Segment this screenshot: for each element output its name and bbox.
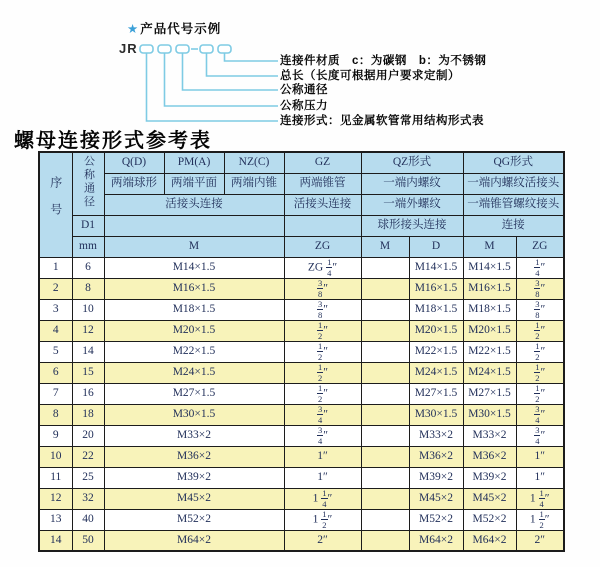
header-row-4: [39, 215, 564, 236]
table-row: [39, 320, 564, 341]
header-qz-desc1: 一端内螺纹: [361, 173, 463, 194]
header-d1: D1: [72, 215, 104, 236]
fraction: $\frac{3}{8}$: [317, 299, 323, 320]
table-cell: [361, 488, 409, 509]
table-cell: M30×1.5: [463, 404, 516, 425]
fraction: $\frac{1}{4}$: [322, 488, 327, 509]
table-cell: $\frac{3}{4}$ ″: [284, 425, 361, 446]
table-cell: M36×2: [104, 446, 284, 467]
table-cell: M22×1.5: [409, 341, 463, 362]
table-cell: M33×2: [463, 425, 516, 446]
table-cell: 1″: [284, 446, 361, 467]
table-row: [39, 362, 564, 383]
table-cell: M24×1.5: [409, 362, 463, 383]
table-cell: $\frac{3}{8}$ ″: [284, 278, 361, 299]
table-cell: M45×2: [409, 488, 463, 509]
connector-line: [225, 53, 279, 61]
table-cell: $\frac{3}{4}$ ″: [284, 404, 361, 425]
product-code-prefix: JR: [119, 41, 138, 56]
fraction: $\frac{1}{2}$: [317, 320, 323, 341]
fraction: $\frac{3}{8}$: [535, 278, 540, 299]
header-nominal-diameter: [72, 152, 104, 215]
table-cell: 1″: [284, 467, 361, 488]
header-qz-desc2: 一端外螺纹: [361, 194, 463, 215]
table-cell: 6: [72, 257, 104, 278]
table-cell: 22: [72, 446, 104, 467]
table-cell: M16×1.5: [463, 278, 516, 299]
table-cell: M39×2: [409, 467, 463, 488]
table-cell: $\frac{1}{2}$ ″: [516, 362, 564, 383]
table-cell: M24×1.5: [463, 362, 516, 383]
table-cell: [361, 320, 409, 341]
table-cell: M14×1.5: [463, 257, 516, 278]
table-cell: 10: [39, 446, 72, 467]
table-cell: 8: [72, 278, 104, 299]
table-cell: M20×1.5: [463, 320, 516, 341]
table-row: [39, 404, 564, 425]
table-row: [39, 299, 564, 320]
fraction: $\frac{3}{4}$: [317, 425, 323, 446]
table-cell: 14: [39, 530, 72, 551]
table-cell: 5: [39, 341, 72, 362]
table-cell: 12: [72, 320, 104, 341]
fraction: $\frac{1}{4}$: [535, 257, 540, 278]
fraction: $\frac{1}{4}$: [327, 257, 332, 278]
header-nominal-diameter-label: 公称通径: [82, 154, 95, 209]
table-row: [39, 509, 564, 530]
code-label-length: 总长（长度可根据用户要求定制）: [280, 70, 460, 82]
fraction: $\frac{3}{4}$: [535, 404, 540, 425]
header-mm: mm: [72, 236, 104, 257]
table-cell: M39×2: [104, 467, 284, 488]
table-cell: 15: [72, 362, 104, 383]
table-cell: M18×1.5: [463, 299, 516, 320]
table-row: [39, 446, 564, 467]
table-title: 螺母连接形式参考表: [14, 130, 212, 152]
table-cell: [361, 446, 409, 467]
table-cell: 7: [39, 383, 72, 404]
table-cell: M36×2: [409, 446, 463, 467]
header-qg-connection: 连接: [463, 215, 564, 236]
header-union-connection: 活接头连接: [104, 194, 284, 215]
table-cell: M52×2: [104, 509, 284, 530]
table-cell: ZG $\frac{1}{4}$ ″: [284, 257, 361, 278]
table-cell: 1 $\frac{1}{2}$ ″: [284, 509, 361, 530]
header-qg-m: M: [463, 236, 516, 257]
header-qg-desc1: 一端内螺纹活接头: [463, 173, 564, 194]
table-cell: M45×2: [104, 488, 284, 509]
code-label-connection-type: 连接形式：见金属软管常用结构形式表: [280, 115, 484, 127]
table-cell: 25: [72, 467, 104, 488]
table-cell: $\frac{1}{2}$ ″: [516, 341, 564, 362]
table-cell: $\frac{3}{8}$ ″: [516, 299, 564, 320]
header-qz-form: QZ形式: [361, 152, 463, 173]
table-cell: M52×2: [409, 509, 463, 530]
table-cell: [361, 530, 409, 551]
table-cell: $\frac{1}{4}$ ″: [516, 257, 564, 278]
table-cell: 20: [72, 425, 104, 446]
table-row: [39, 278, 564, 299]
header-qg-zg: ZG: [516, 236, 564, 257]
table-cell: [361, 362, 409, 383]
table-cell: $\frac{3}{8}$ ″: [284, 299, 361, 320]
table-row: [39, 341, 564, 362]
fraction: $\frac{1}{2}$: [539, 509, 544, 530]
table-cell: M18×1.5: [409, 299, 463, 320]
header-seq-label: 序号: [48, 175, 63, 230]
table-cell: 40: [72, 509, 104, 530]
table-cell: 2″: [516, 530, 564, 551]
table-cell: M18×1.5: [104, 299, 284, 320]
code-label-diameter: 公称通径: [280, 84, 328, 96]
header-m: M: [104, 236, 284, 257]
header-q-desc: 两端球形: [104, 173, 164, 194]
code-box-icon: [158, 45, 171, 53]
header-blank: [104, 215, 284, 236]
code-box-icon: [218, 45, 231, 53]
table-cell: 1: [39, 257, 72, 278]
header-zg: ZG: [284, 236, 361, 257]
table-cell: $\frac{3}{8}$ ″: [516, 278, 564, 299]
code-box-icon: [200, 45, 213, 53]
table-cell: [361, 509, 409, 530]
table-cell: $\frac{1}{2}$ ″: [516, 383, 564, 404]
header-gz-desc: 两端锥管: [284, 173, 361, 194]
table-body: [39, 257, 564, 551]
connector-line: [147, 53, 279, 121]
table-row: [39, 467, 564, 488]
header-pm-desc: 两端平面: [164, 173, 224, 194]
header-qz-d: D: [409, 236, 463, 257]
table-cell: M27×1.5: [104, 383, 284, 404]
reference-table: [38, 151, 565, 552]
header-row-2: [39, 173, 564, 194]
fraction: $\frac{1}{4}$: [539, 488, 544, 509]
code-connector-diagram: [110, 35, 290, 130]
code-box-icon: [140, 45, 153, 53]
table-cell: M52×2: [463, 509, 516, 530]
code-box-icon: [176, 45, 189, 53]
table-cell: [361, 341, 409, 362]
table-row: [39, 488, 564, 509]
fraction: $\frac{1}{2}$: [535, 383, 540, 404]
connector-line: [183, 53, 279, 90]
table-cell: [361, 404, 409, 425]
fraction: $\frac{3}{4}$: [535, 425, 540, 446]
table-cell: 1 $\frac{1}{2}$ ″: [516, 509, 564, 530]
table-cell: 50: [72, 530, 104, 551]
fraction: $\frac{1}{2}$: [535, 362, 540, 383]
header-gz-connection: 活接头连接: [284, 194, 361, 215]
table-cell: M30×1.5: [409, 404, 463, 425]
table-cell: 1 $\frac{1}{4}$ ″: [516, 488, 564, 509]
table-cell: $\frac{1}{2}$ ″: [284, 341, 361, 362]
header-nz-desc: 两端内锥: [224, 173, 284, 194]
table-cell: M36×2: [463, 446, 516, 467]
table-cell: 6: [39, 362, 72, 383]
table-cell: M64×2: [104, 530, 284, 551]
table-cell: $\frac{1}{2}$ ″: [516, 320, 564, 341]
table-cell: M14×1.5: [409, 257, 463, 278]
table-cell: M45×2: [463, 488, 516, 509]
table-cell: M20×1.5: [409, 320, 463, 341]
table-cell: 18: [72, 404, 104, 425]
header-blank: [284, 215, 361, 236]
table-cell: 2: [39, 278, 72, 299]
table-cell: [361, 383, 409, 404]
table-cell: $\frac{1}{2}$ ″: [284, 320, 361, 341]
header-gz: GZ: [284, 152, 361, 173]
table-cell: 13: [39, 509, 72, 530]
header-qg-form: QG形式: [463, 152, 564, 173]
table-cell: M27×1.5: [409, 383, 463, 404]
table-cell: M14×1.5: [104, 257, 284, 278]
header-row-5: [39, 236, 564, 257]
table-cell: 2″: [284, 530, 361, 551]
table-cell: 4: [39, 320, 72, 341]
fraction: $\frac{1}{2}$: [317, 341, 323, 362]
table-cell: 16: [72, 383, 104, 404]
table-cell: [361, 299, 409, 320]
table-row: [39, 257, 564, 278]
table-cell: M39×2: [463, 467, 516, 488]
fraction: $\frac{3}{4}$: [317, 404, 323, 425]
header-qz-m: M: [361, 236, 409, 257]
table-cell: M16×1.5: [104, 278, 284, 299]
fraction: $\frac{1}{2}$: [317, 362, 323, 383]
fraction: $\frac{3}{8}$: [317, 278, 323, 299]
table-cell: M22×1.5: [104, 341, 284, 362]
table-cell: 9: [39, 425, 72, 446]
table-cell: 12: [39, 488, 72, 509]
header-qg-desc2: 一端锥管螺纹接头: [463, 194, 564, 215]
header-pm: PM(A): [164, 152, 224, 173]
header-seq: [39, 152, 72, 257]
fraction: $\frac{1}{2}$: [317, 383, 323, 404]
table-cell: M22×1.5: [463, 341, 516, 362]
star-icon: ★: [127, 22, 140, 36]
table-row: [39, 383, 564, 404]
table-cell: $\frac{3}{4}$ ″: [516, 425, 564, 446]
code-label-pressure: 公称压力: [280, 100, 328, 112]
table-cell: 1″: [516, 467, 564, 488]
fraction: $\frac{1}{2}$: [535, 341, 540, 362]
table-cell: $\frac{3}{4}$ ″: [516, 404, 564, 425]
table-cell: M27×1.5: [463, 383, 516, 404]
table-row: [39, 530, 564, 551]
table-cell: [361, 278, 409, 299]
table-cell: 11: [39, 467, 72, 488]
header-q: Q(D): [104, 152, 164, 173]
table-cell: M33×2: [104, 425, 284, 446]
fraction: $\frac{3}{8}$: [535, 299, 540, 320]
table-cell: M64×2: [463, 530, 516, 551]
table-cell: M20×1.5: [104, 320, 284, 341]
header-qz-connection: 球形接头连接: [361, 215, 463, 236]
code-label-material: 连接件材质 c：为碳钢 b：为不锈钢: [280, 55, 487, 67]
table-cell: $\frac{1}{2}$ ″: [284, 362, 361, 383]
connector-line: [207, 53, 279, 76]
table-cell: 1 $\frac{1}{4}$ ″: [284, 488, 361, 509]
table-cell: M16×1.5: [409, 278, 463, 299]
table-cell: 10: [72, 299, 104, 320]
table-cell: [361, 257, 409, 278]
header-row-1: [39, 152, 564, 173]
header-row-3: [39, 194, 564, 215]
table-cell: 3: [39, 299, 72, 320]
fraction: $\frac{1}{2}$: [535, 320, 540, 341]
table-cell: M30×1.5: [104, 404, 284, 425]
table-cell: [361, 467, 409, 488]
table-cell: 8: [39, 404, 72, 425]
table-cell: M64×2: [409, 530, 463, 551]
table-cell: 1″: [516, 446, 564, 467]
table-cell: 14: [72, 341, 104, 362]
table-cell: M33×2: [409, 425, 463, 446]
product-code-example-label: 产品代号示例: [140, 22, 222, 36]
table-cell: $\frac{1}{2}$ ″: [284, 383, 361, 404]
table-cell: 32: [72, 488, 104, 509]
fraction: $\frac{1}{2}$: [322, 509, 327, 530]
table-row: [39, 425, 564, 446]
header-nz: NZ(C): [224, 152, 284, 173]
table-cell: [361, 425, 409, 446]
table-cell: M24×1.5: [104, 362, 284, 383]
